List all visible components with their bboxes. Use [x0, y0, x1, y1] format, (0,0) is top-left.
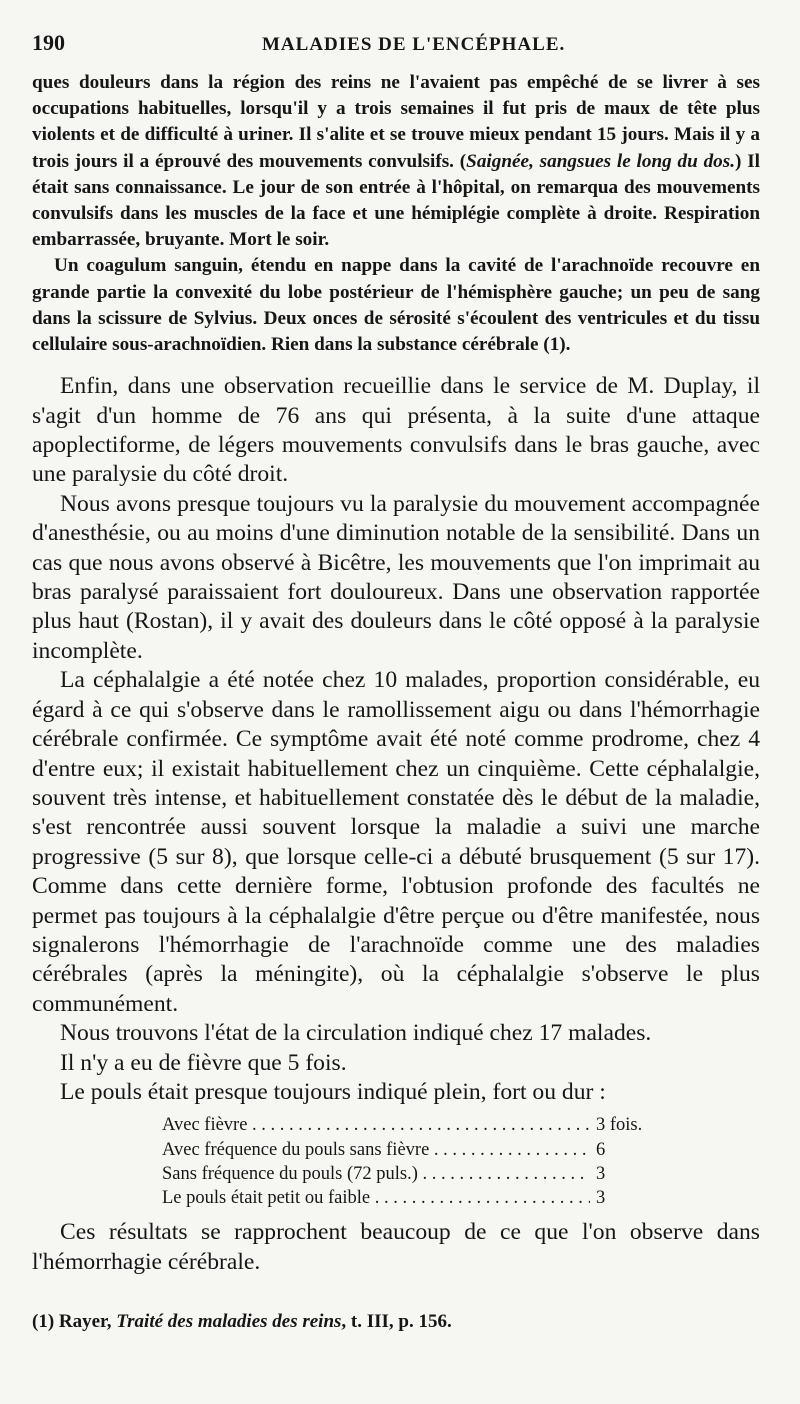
table-row: Sans fréquence du pouls (72 puls.) . . . 3	[162, 1162, 662, 1186]
paragraph-circulation: Nous trouvons l'état de la circulation indiqué chez 17 malades.	[60, 1020, 652, 1047]
paragraph-fever: Il n'y a eu de fièvre que 5 fois.	[60, 1049, 347, 1076]
pulse-table	[162, 1113, 662, 1210]
treatment-note: Saignée, sangsues le long du dos.	[466, 150, 736, 172]
paragraph-anesthesia: Nous avons presque toujours vu la paralysie du mouvement accompagnée d'anesthésie, ou au moins d'une diminution notable de la sensibilité. Dans un cas que nous avons observé à Bicêtre, les mouvements que l'on imprimait au bras paralysé paraissaient fort douloureux. Dans une observation rapportée plus haut (Rostan), il y avait des douleurs dans le côté opposé à la paralysie incomplète.	[32, 490, 760, 664]
case-paragraph: ques douleurs dans la région des reins ne l'avaient pas empêché de se livrer à ses occupations habituelles, lorsqu'il y a trois semaines il fut pris de maux de tête plus violents et de difficulté à uriner. Il s'alite et se trouve mieux pendant 15 jours. Mais il y a trois jours il a éprouvé des mouvements convulsifs. (Saignée, sangsues le long du dos.) Il était sans connaissance. Le jour de son entrée à l'hôpital, on remarqua des mouvements convulsifs dans les muscles de la face et une hémiplégie complète à droite. Respiration embarrassée, bruyante. Mort le soir.	[32, 72, 761, 251]
main-text	[32, 372, 760, 1277]
autopsy-paragraph: Un coagulum sanguin, étendu en nappe dans la cavité de l'arachnoïde recouvre en grande partie la convexité du lobe postérieur de l'hémisphère gauche; un peu de sang dans la scissure de Sylvius. Deux onces de sérosité s'écoulent des ventricules et du tissu cellulaire sous-arachnoïdien. Rien dans la substance cérébrale (1).	[32, 255, 760, 356]
case-report	[32, 70, 760, 358]
table-row: Le pouls était petit ou faible . . . 3	[162, 1186, 662, 1210]
table-row: Avec fréquence du pouls sans fièvre . . . 6	[162, 1138, 662, 1162]
table-row: Avec fièvre . . . 3 fois.	[162, 1113, 662, 1137]
paragraph-conclusion: Ces résultats se rapprochent beaucoup de ce que l'on observe dans l'hémorrhagie cérébrale.	[32, 1219, 760, 1275]
paragraph-pulse: Le pouls était presque toujours indiqué plein, fort ou dur :	[60, 1078, 606, 1105]
footnote-work-title: Traité des maladies des reins	[116, 1311, 342, 1333]
page-number: 190	[32, 30, 65, 55]
paragraph-headache: La céphalalgie a été notée chez 10 malades, proportion considérable, eu égard à ce qui s'observe dans le ramollissement aigu ou dans l'hémorrhagie cérébrale confirmée. Ce symptôme avait été noté comme prodrome, chez 4 d'entre eux; il existait habituellement chez un cinquième. Cette céphalalgie, souvent très intense, et habituellement constatée dès le début de la maladie, s'est rencontrée aussi souvent lorsque la maladie a suivi une marche progressive (5 sur 8), que lorsque celle-ci a débuté brusquement (5 sur 17). Comme dans cette dernière forme, l'obtusion profonde des facultés ne permet pas toujours à la céphalalgie d'être perçue ou d'être manifestée, nous signalerons l'hémorrhagie de l'arachnoïde comme une des maladies cérébrales (après la méningite), où la céphalalgie s'observe le plus communément.	[32, 667, 760, 1017]
paragraph-duplay: Enfin, dans une observation recueillie dans le service de M. Duplay, il s'agit d'un homme de 76 ans qui présenta, à la suite d'une attaque apoplectiforme, de légers mouvements convulsifs dans le bras gauche, avec une paralysie du côté droit.	[32, 373, 760, 488]
running-title: MALADIES DE L'ENCÉPHALE.	[262, 34, 566, 55]
running-header	[32, 30, 760, 70]
footnote: (1) Rayer, Traité des maladies des reins, t. III, p. 156.	[32, 1311, 452, 1333]
